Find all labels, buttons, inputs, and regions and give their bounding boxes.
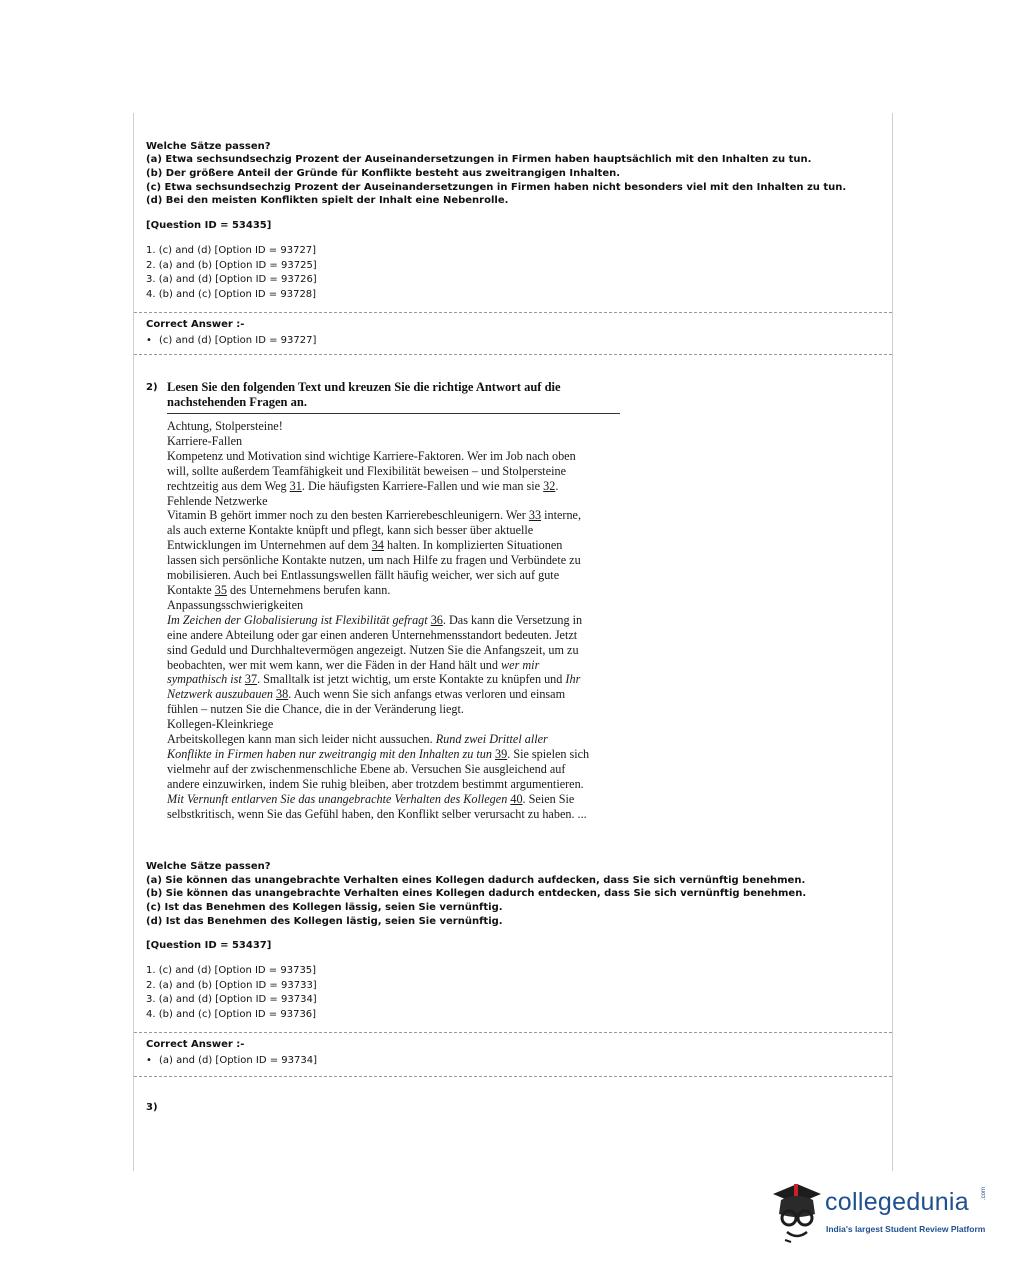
passage-title: Achtung, Stolpersteine! <box>167 419 283 433</box>
passage-line: sind Geduld und Durchhaltevermögen angezeigt. Nutzen Sie die Anfangszeit, um zu <box>167 642 579 657</box>
passage-line: lassen sich persönliche Kontakte nutzen, um nach Hilfe zu fragen und Verbündete zu <box>167 553 581 568</box>
q2-option-3: 3. (a) and (d) [Option ID = 93734] <box>146 994 317 1005</box>
q1-statement-c: (c) Etwa sechsundsechzig Prozent der Auseinandersetzungen in Firmen haben nicht besonders viel mit den Inhalten zu tun. <box>146 182 847 193</box>
passage-line: Konflikte in Firmen haben nur zweitrangig mit den Inhalten zu tun 39. Sie spielen sich <box>167 746 590 761</box>
q1-option-4: 4. (b) and (c) [Option ID = 93728] <box>146 289 317 300</box>
blank-37: 37 <box>244 672 258 687</box>
logo-tagline: India's largest Student Review Platform <box>826 1224 986 1234</box>
q2-statement-d: (d) Ist das Benehmen des Kollegen lästig, seien Sie vernünftig. <box>146 916 503 927</box>
passage-line: Vitamin B gehört immer noch zu den besten Karrierebeschleunigern. Wer 33 interne, <box>167 508 581 523</box>
passage-line: selbstkritisch, wenn Sie das Gefühl haben, den Konflikt selber verursacht zu haben. ... <box>167 806 587 821</box>
q2-statement-c: (c) Ist das Benehmen des Kollegen lässig, seien Sie vernünftig. <box>146 902 503 913</box>
logo-suffix: .com <box>981 1186 987 1200</box>
q1-correct-answer: • (c) and (d) [Option ID = 93727] <box>146 334 316 349</box>
q1-statement-d: (d) Bei den meisten Konflikten spielt der Inhalt eine Nebenrolle. <box>146 195 509 206</box>
passage-line: Arbeitskollegen kann man sich leider nicht aussuchen. Rund zwei Drittel aller <box>167 732 548 747</box>
passage-line: eine andere Abteilung oder gar einen anderen Unternehmensstandort bedeuten. Jetzt <box>167 627 578 642</box>
q2-prompt: Welche Sätze passen? <box>146 861 271 872</box>
passage-line: fühlen – nutzen Sie die Chance, die in der Veränderung liegt. <box>167 702 464 717</box>
divider <box>134 312 892 313</box>
q2-question-id: [Question ID = 53437] <box>146 940 272 951</box>
q1-question-id: [Question ID = 53435] <box>146 220 272 231</box>
q1-statement-a: (a) Etwa sechsundsechzig Prozent der Auseinandersetzungen in Firmen haben hauptsächlich mit den Inhalten zu tun. <box>146 154 812 165</box>
passage-line: beobachten, wer mit wem kann, wer die Fäden in der Hand hält und wer mir <box>167 657 540 672</box>
q2-instruction-line2: nachstehenden Fragen an. <box>167 395 307 409</box>
blank-31: 31 <box>289 478 302 493</box>
q2-option-2: 2. (a) and (b) [Option ID = 93733] <box>146 980 317 991</box>
q2-number: 2) <box>146 382 158 393</box>
passage-line: rechtzeitig aus dem Weg 31. Die häufigsten Karriere-Fallen und wie man sie 32. <box>167 478 559 493</box>
divider <box>134 1076 892 1077</box>
q2-statement-a: (a) Sie können das unangebrachte Verhalten eines Kollegen dadurch aufdecken, dass Sie sich vernünftig benehmen. <box>146 875 806 886</box>
q1-option-1: 1. (c) and (d) [Option ID = 93727] <box>146 245 317 256</box>
q2-correct-answer: • (a) and (d) [Option ID = 93734] <box>146 1054 317 1069</box>
passage-line: mobilisieren. Auch bei Entlassungswellen fällt häufig weicher, wer sich auf gute <box>167 568 560 583</box>
logo-wordmark: collegedunia <box>825 1188 969 1216</box>
passage-line: Netzwerk auszubauen 38. Auch wenn Sie sich anfangs etwas verloren und einsam <box>167 687 566 702</box>
blank-38: 38 <box>276 687 289 702</box>
blank-39: 39 <box>495 746 508 761</box>
passage-heading: Anpassungsschwierigkeiten <box>167 597 304 612</box>
passage-line: will, sollte außerdem Teamfähigkeit und Flexibilität beweisen – und Stolpersteine <box>167 463 566 478</box>
q2-statement-b: (b) Sie können das unangebrachte Verhalten eines Kollegen dadurch entdecken, dass Sie sich vernünftig benehmen. <box>146 888 807 899</box>
passage-heading: Karriere-Fallen <box>167 433 243 448</box>
q1-prompt: Welche Sätze passen? <box>146 141 271 152</box>
q1-statement-b: (b) Der größere Anteil der Gründe für Konflikte besteht aus zweitrangigen Inhalten. <box>146 168 621 179</box>
passage-line: vielmehr auf der zwischenmenschliche Ebene ab. Versuchen Sie ausgleichend auf <box>167 761 566 776</box>
q2-instruction <box>167 380 561 410</box>
divider <box>134 354 892 355</box>
q1-correct-label: Correct Answer :- <box>146 319 245 330</box>
collegedunia-logo <box>767 1178 997 1248</box>
q2-instruction-line1: Lesen Sie den folgenden Text und kreuzen Sie die richtige Antwort auf die <box>167 380 561 394</box>
blank-35: 35 <box>214 582 227 597</box>
q1-option-3: 3. (a) and (d) [Option ID = 93726] <box>146 274 317 285</box>
blank-33: 33 <box>528 508 542 523</box>
passage-heading: Kollegen-Kleinkriege <box>167 717 274 732</box>
blank-32: 32 <box>543 478 556 493</box>
q2-correct-label: Correct Answer :- <box>146 1039 245 1050</box>
reading-passage <box>167 419 637 821</box>
passage-line: sympathisch ist 37. Smalltalk ist jetzt wichtig, um erste Kontakte zu knüpfen und Ihr <box>167 672 581 687</box>
q2-option-1: 1. (c) and (d) [Option ID = 93735] <box>146 965 317 976</box>
blank-36: 36 <box>430 612 443 627</box>
passage-line: als auch externe Kontakte knüpft und pflegt, kann sich besser über aktuelle <box>167 523 534 538</box>
passage-line: andere einzuwirken, indem Sie ruhig bleiben, aber trotzdem bestimmt argumentieren. <box>167 776 584 791</box>
passage-line: Entwicklungen im Unternehmen auf dem 34 halten. In komplizierten Situationen <box>167 538 563 553</box>
question-frame <box>133 113 893 1171</box>
passage-line: Kompetenz und Motivation sind wichtige Karriere-Faktoren. Wer im Job nach oben <box>167 448 576 463</box>
mascot-icon <box>767 1178 827 1244</box>
passage-line: Im Zeichen der Globalisierung ist Flexibilität gefragt 36. Das kann die Versetzung in <box>167 612 583 627</box>
q3-number: 3) <box>146 1102 158 1113</box>
q1-option-2: 2. (a) and (b) [Option ID = 93725] <box>146 260 317 271</box>
blank-34: 34 <box>371 538 384 553</box>
blank-40: 40 <box>510 791 523 806</box>
instruction-underline <box>167 413 620 414</box>
passage-heading: Fehlende Netzwerke <box>167 493 268 508</box>
passage-line: Kontakte 35 des Unternehmens berufen kann. <box>167 582 391 597</box>
q2-option-4: 4. (b) and (c) [Option ID = 93736] <box>146 1009 317 1020</box>
passage-line: Mit Vernunft entlarven Sie das unangebrachte Verhalten des Kollegen 40. Seien Sie <box>167 791 575 806</box>
divider <box>134 1032 892 1033</box>
